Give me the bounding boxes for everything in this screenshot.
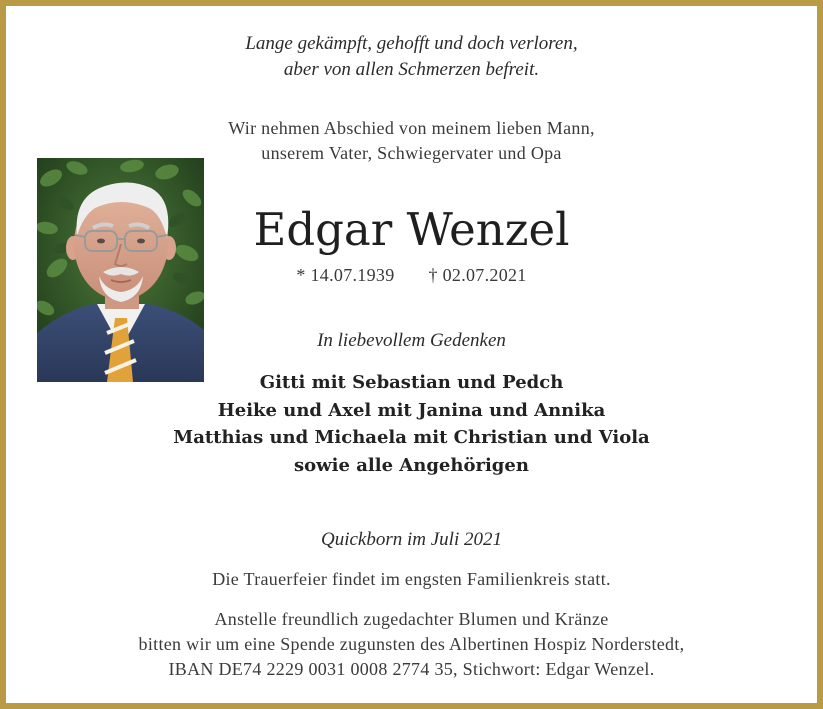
motto-line-2: aber von allen Schmerzen befreit. xyxy=(283,59,540,80)
mourner-line-1: Gitti mit Sebastian und Pedch xyxy=(259,372,564,393)
intro-line-1: Wir nehmen Abschied von meinem lieben Mann, xyxy=(228,118,595,138)
life-dates xyxy=(6,263,817,288)
mourner-line-3: Matthias und Michaela mit Christian und Viola xyxy=(173,427,650,448)
memorial-line: In liebevollem Gedenken xyxy=(317,330,506,351)
birth-date: * 14.07.1939 xyxy=(296,265,395,285)
place-date: Quickborn im Juli 2021 xyxy=(320,529,502,550)
funeral-note: Die Trauerfeier findet im engsten Familienkreis statt. xyxy=(212,569,611,589)
mourner-line-4: sowie alle Angehörigen xyxy=(294,455,529,476)
motto-line-1: Lange gekämpft, gehofft und doch verloren, xyxy=(245,33,578,54)
intro-line-2: unserem Vater, Schwiegervater und Opa xyxy=(261,143,562,163)
donation-line-1: Anstelle freundlich zugedachter Blumen und Kränze xyxy=(214,609,609,629)
death-date: † 02.07.2021 xyxy=(428,265,527,285)
deceased-name: Edgar Wenzel xyxy=(253,203,570,256)
mourner-line-2: Heike und Axel mit Janina und Annika xyxy=(217,400,606,421)
donation-line-2: bitten wir um eine Spende zugunsten des Albertinen Hospiz Norderstedt, xyxy=(138,634,685,654)
donation-line-3: IBAN DE74 2229 0031 0008 2774 35, Stichwort: Edgar Wenzel. xyxy=(168,659,655,679)
